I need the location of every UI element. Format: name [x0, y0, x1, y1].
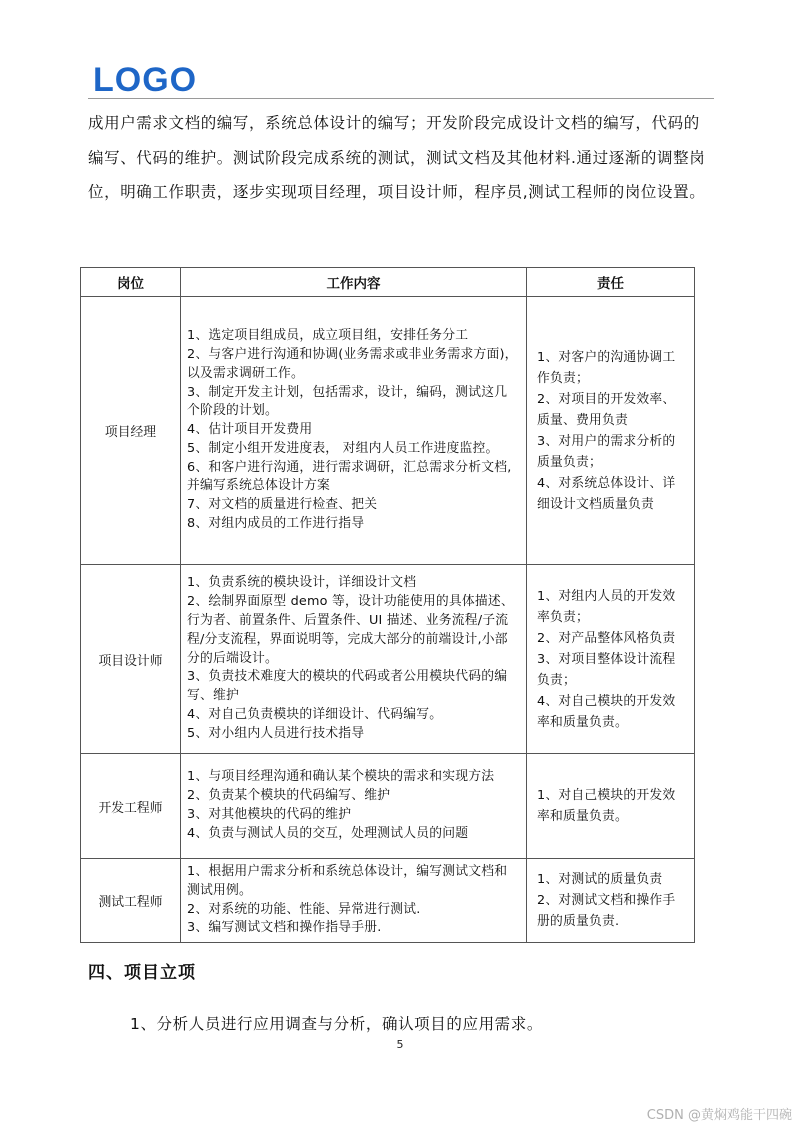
content-line: 6、和客户进行沟通，进行需求调研，汇总需求分析文档,并编写系统总体设计方案: [187, 459, 512, 494]
content-cell: [181, 859, 527, 943]
content-line: 1、与项目经理沟通和确认某个模块的需求和实现方法: [187, 769, 495, 785]
content-line: 1、选定项目组成员，成立项目组，安排任务分工: [187, 328, 469, 344]
content-line: 2、与客户进行沟通和协调(业务需求或非业务需求方面)，以及需求调研工作。: [187, 346, 518, 381]
section-heading: 四、项目立项: [88, 963, 196, 983]
content-cell: [181, 565, 527, 754]
content-line: 5、制定小组开发进度表， 对组内人员工作进度监控。: [187, 440, 499, 456]
content-line: 4、对自己负责模块的详细设计、代码编写。: [187, 706, 443, 722]
responsibility-line: 1、对客户的沟通协调工作负责；: [537, 349, 676, 386]
responsibility-line: 1、对组内人员的开发效率负责；: [537, 588, 676, 625]
content-line: 2、绘制界面原型 demo 等，设计功能使用的具体描述、行为者、前置条件、后置条件、UI 描述、业务流程/子流程/分支流程，界面说明等，完成大部分的前端设计,小部分的后端设计。: [187, 594, 514, 666]
content-line: 2、负责某个模块的代码编写、维护: [187, 788, 391, 804]
table-row: [81, 565, 695, 754]
responsibility-line: 3、对用户的需求分析的质量负责；: [537, 433, 676, 470]
company-logo: LOGO: [93, 61, 198, 99]
responsibility-cell: [527, 859, 695, 943]
responsibility-cell: [527, 754, 695, 859]
role-cell: 项目设计师: [81, 565, 181, 754]
responsibility-line: 4、对自己模块的开发效率和质量负责。: [537, 693, 676, 730]
table-row: [81, 859, 695, 943]
content-line: 4、负责与测试人员的交互，处理测试人员的问题: [187, 825, 469, 841]
responsibility-line: 1、对测试的质量负责: [537, 872, 663, 887]
watermark-text: CSDN @黄焖鸡能干四碗: [646, 1108, 792, 1123]
content-line: 3、编写测试文档和操作指导手册.: [187, 920, 382, 936]
content-cell: [181, 297, 527, 565]
content-line: 4、估计项目开发费用: [187, 422, 313, 438]
table-row: [81, 297, 695, 565]
role-duty-table: [80, 267, 695, 943]
content-line: 3、制定开发主计划，包括需求，设计，编码，测试这几个阶段的计划。: [187, 384, 508, 419]
header-role: 岗位: [81, 268, 181, 297]
content-line: 2、对系统的功能、性能、异常进行测试.: [187, 901, 421, 917]
intro-paragraph: 成用户需求文档的编写，系统总体设计的编写；开发阶段完成设计文档的编写，代码的编写、代码的维护。测试阶段完成系统的测试，测试文档及其他材料.通过逐渐的调整岗位，明确工作职责，逐步实现项目经理，项目设计师，程序员,测试工程师的岗位设置。: [88, 114, 706, 201]
responsibility-cell: [527, 565, 695, 754]
table-row: [81, 754, 695, 859]
responsibility-line: 1、对自己模块的开发效率和质量负责。: [537, 788, 676, 824]
responsibility-line: 4、对系统总体设计、详细设计文档质量负责: [537, 475, 676, 512]
content-line: 1、负责系统的模块设计，详细设计文档: [187, 575, 417, 591]
responsibility-line: 2、对项目的开发效率、质量、费用负责: [537, 391, 676, 428]
role-cell: 测试工程师: [81, 859, 181, 943]
header-content: 工作内容: [181, 268, 527, 297]
responsibility-cell: [527, 297, 695, 565]
content-line: 3、对其他模块的代码的维护: [187, 807, 352, 822]
content-line: 5、对小组内人员进行技术指导: [187, 725, 365, 741]
role-cell: 项目经理: [81, 297, 181, 565]
responsibility-line: 3、对项目整体设计流程负责；: [537, 651, 676, 688]
content-cell: [181, 754, 527, 859]
table-header-row: [81, 268, 695, 297]
responsibility-line: 2、对产品整体风格负责: [537, 630, 676, 646]
role-cell: 开发工程师: [81, 754, 181, 859]
header-divider: [88, 98, 714, 99]
page-number: 5: [396, 1038, 404, 1051]
content-line: 3、负责技术难度大的模块的代码或者公用模块代码的编写、维护: [187, 669, 508, 704]
header-responsibility: 责任: [527, 268, 695, 297]
content-line: 1、根据用户需求分析和系统总体设计，编写测试文档和测试用例。: [187, 863, 508, 898]
responsibility-line: 2、对测试文档和操作手册的质量负责.: [537, 893, 676, 929]
section-paragraph: 1、分析人员进行应用调查与分析，确认项目的应用需求。: [130, 1015, 543, 1033]
content-line: 8、对组内成员的工作进行指导: [187, 516, 365, 532]
content-line: 7、对文档的质量进行检查、把关: [187, 497, 378, 513]
